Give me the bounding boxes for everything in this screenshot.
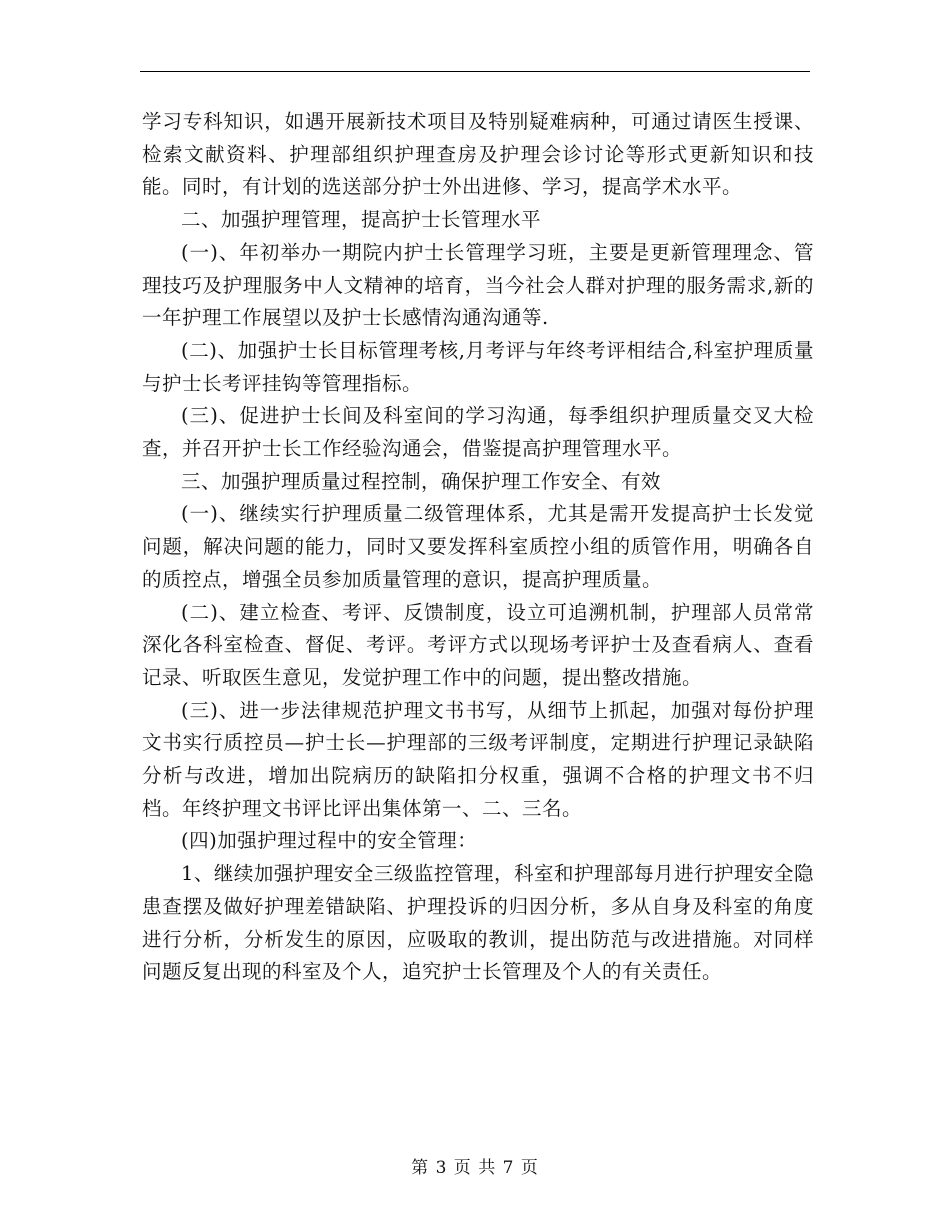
document-body [142,106,814,989]
paragraph-3-1: (一)、继续实行护理质量二级管理体系，尤其是需开发提高护士长发觉问题，解决问题的能力，同时又要发挥科室质控小组的质管作用，明确各自的质控点，增强全员参加质量管理的意识，提高护理质量。 [142,502,814,591]
header-rule [140,71,810,72]
section-heading-2: 二、加强护理管理，提高护士长管理水平 [181,208,542,232]
paragraph-3-2: (二)、建立检查、考评、反馈制度，设立可追溯机制，护理部人员常常深化各科室检查、督促、考评。考评方式以现场考评护士及查看病人、查看记录、听取医生意见，发觉护理工作中的问题，提出整改措施。 [142,600,814,689]
paragraph-1: 学习专科知识，如遇开展新技术项目及特别疑难病种，可通过请医生授课、检索文献资料、护理部组织护理查房及护理会诊讨论等形式更新知识和技能。同时，有计划的选送部分护士外出进修、学习，提高学术水平。 [142,110,814,199]
section-heading-3: 三、加强护理质量过程控制，确保护理工作安全、有效 [181,469,662,493]
paragraph-3-3: (三)、进一步法律规范护理文书书写，从细节上抓起，加强对每份护理文书实行质控员—护士长—护理部的三级考评制度，定期进行护理记录缺陷分析与改进，增加出院病历的缺陷扣分权重，强调不合格的护理文书不归档。年终护理文书评比评出集体第一、二、三名。 [142,698,814,820]
paragraph-2-3: (三)、促进护士长间及科室间的学习沟通，每季组织护理质量交叉大检查，并召开护士长工作经验沟通会，借鉴提高护理管理水平。 [142,404,814,461]
paragraph-2-1: (一)、年初举办一期院内护士长管理学习班，主要是更新管理理念、管理技巧及护理服务中人文精神的培育，当今社会人群对护理的服务需求,新的一年护理工作展望以及护士长感情沟通沟通等. [142,240,814,330]
paragraph-2-2: (二)、加强护士长目标管理考核,月考评与年终考评相结合,科室护理质量与护士长考评挂钩等管理指标。 [142,338,814,395]
subsection-heading-3-4: (四)加强护理过程中的安全管理： [181,829,478,853]
paragraph-3-4-1: 1、继续加强护理安全三级监控管理，科室和护理部每月进行护理安全隐患查摆及做好护理差错缺陷、护理投诉的归因分析，多从自身及科室的角度进行分析，分析发生的原因，应吸取的教训，提出防范与改进措施。对同样问题反复出现的科室及个人，追究护士长管理及个人的有关责任。 [142,862,814,984]
page-number-footer: 第 3 页 共 7 页 [411,1158,539,1178]
